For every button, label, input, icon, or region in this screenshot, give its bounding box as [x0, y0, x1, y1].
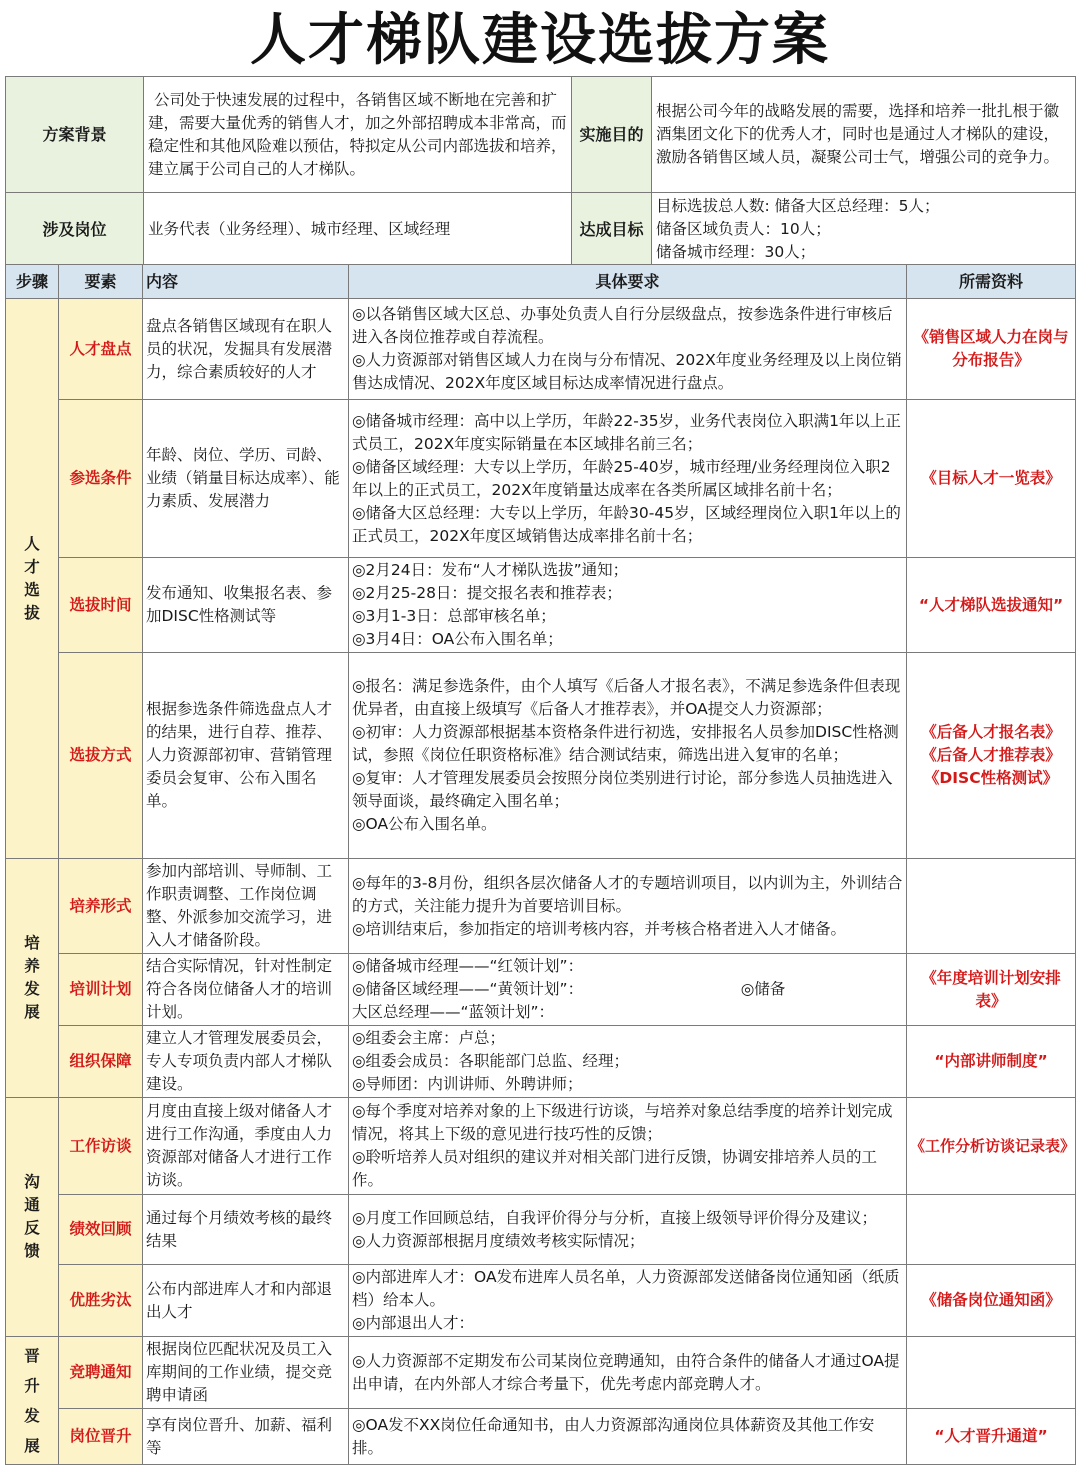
element-cell: 绩效回顾	[59, 1195, 143, 1265]
purpose-text: 根据公司今年的战略发展的需要，选择和培养一批扎根于徽酒集团文化下的优秀人才，同时也是通过人才梯队的建设，激励各销售区域人员，凝聚公司士气，增强公司的竞争力。	[652, 77, 1076, 193]
requirement-cell: ◎储备城市经理：高中以上学历，年龄22-35岁，业务代表岗位入职满1年以上正式员工，202X年度实际销量在本区域排名前三名； ◎储备区域经理：大专以上学历，年龄25-40岁，城市经理/业务经理岗位入职2年以上的正式员工，202X年度销量达成率在各类所属区域排名前十名； ◎储备大区总经理：大专以上学历，年龄30-45岁，区域经理岗位入职1年以上的正式员工，202X年度区域销售达成率排名前十名；	[349, 400, 907, 558]
goal-text	[652, 193, 1076, 267]
background-label: 方案背景	[6, 77, 144, 193]
content-cell: 通过每个月绩效考核的最终结果	[143, 1195, 349, 1265]
element-cell: 培训计划	[59, 954, 143, 1026]
requirement-cell: ◎组委会主席：卢总； ◎组委会成员：各职能部门总监、经理； ◎导师团：内训讲师、外聘讲师；	[349, 1026, 907, 1098]
requirement-cell: ◎OA发不XX岗位任命通知书，由人力资源部沟通岗位具体薪资及其他工作安排。	[349, 1409, 907, 1465]
requirement-cell: ◎储备城市经理——“红领计划”： ◎储备区域经理——“黄领计划”： ◎储备 大区总经理——“蓝领计划”：	[349, 954, 907, 1026]
element-cell: 工作访谈	[59, 1098, 143, 1195]
step-training-development: 培 养 发 展	[6, 859, 59, 1098]
materials-cell: 《目标人才一览表》	[907, 400, 1076, 558]
element-cell: 人才盘点	[59, 299, 143, 400]
element-cell: 选拔时间	[59, 558, 143, 653]
requirement-cell: ◎每个季度对培养对象的上下级进行访谈，与培养对象总结季度的培养计划完成情况，将其上下级的意见进行技巧性的反馈； ◎聆听培养人员对组织的建议并对相关部门进行反馈，协调安排培养人员的工作。	[349, 1098, 907, 1195]
requirement-cell: ◎报名：满足参选条件，由个人填写《后备人才报名表》，不满足参选条件但表现优异者，由直接上级填写《后备人才推荐表》，并OA提交人力资源部； ◎初审：人力资源部根据基本资格条件进行初选，安排报名人员参加DISC性格测试，参照《岗位任职资格标准》结合测试结束，筛选出进入复审的名单； ◎复审：人才管理发展委员会按照分岗位类别进行讨论，部分参选人员抽选进入领导面谈，最终确定入围名单； ◎OA公布入围名单。	[349, 653, 907, 859]
step-talent-selection: 人 才 选 拔	[6, 299, 59, 859]
page-title: 人才梯队建设选拔方案	[250, 8, 830, 73]
purpose-label: 实施目的	[572, 77, 652, 193]
background-text: 公司处于快速发展的过程中，各销售区域不断地在完善和扩建，需要大量优秀的销售人才，加之外部招聘成本非常高，而稳定性和其他风险难以预估，特拟定从公司内部选拔和培养，建立属于公司自己的人才梯队。	[144, 77, 572, 193]
requirement-cell: ◎2月24日：发布“人才梯队选拔”通知； ◎2月25-28日：提交报名表和推荐表； ◎3月1-3日：总部审核名单； ◎3月4日：OA公布入围名单；	[349, 558, 907, 653]
element-cell: 选拔方式	[59, 653, 143, 859]
content-cell: 参加内部培训、导师制、工作职责调整、工作岗位调整、外派参加交流学习，进入人才储备阶段。	[143, 859, 349, 954]
content-cell: 年龄、岗位、学历、司龄、业绩（销量目标达成率）、能力素质、发展潜力	[143, 400, 349, 558]
element-cell: 培养形式	[59, 859, 143, 954]
materials-cell: 《工作分析访谈记录表》	[907, 1098, 1076, 1195]
element-cell: 组织保障	[59, 1026, 143, 1098]
content-cell: 月度由直接上级对储备人才进行工作沟通，季度由人力资源部对储备人才进行工作访谈。	[143, 1098, 349, 1195]
element-cell: 参选条件	[59, 400, 143, 558]
header-element: 要素	[59, 265, 143, 299]
content-cell: 建立人才管理发展委员会，专人专项负责内部人才梯队建设。	[143, 1026, 349, 1098]
element-cell: 竞聘通知	[59, 1337, 143, 1409]
materials-cell: 《后备人才报名表》 《后备人才推荐表》 《DISC性格测试》	[907, 653, 1076, 859]
step-communication-feedback: 沟 通 反 馈	[6, 1098, 59, 1337]
content-cell: 享有岗位晋升、加薪、福利等	[143, 1409, 349, 1465]
header-materials: 所需资料	[907, 265, 1076, 299]
goal-line: 储备城市经理：30人；	[656, 243, 816, 261]
materials-cell: 《储备岗位通知函》	[907, 1265, 1076, 1337]
materials-cell: 《年度培训计划安排表》	[907, 954, 1076, 1026]
requirement-cell: ◎月度工作回顾总结，自我评价得分与分析，直接上级领导评价得分及建议； ◎人力资源部根据月度绩效考核实际情况；	[349, 1195, 907, 1265]
plan-table	[5, 264, 1076, 1465]
materials-cell	[907, 1337, 1076, 1409]
header-requirement: 具体要求	[349, 265, 907, 299]
requirement-cell: ◎每年的3-8月份，组织各层次储备人才的专题培训项目，以内训为主，外训结合的方式，关注能力提升为首要培训目标。 ◎培训结束后，参加指定的培训考核内容，并考核合格者进入人才储备。	[349, 859, 907, 954]
materials-cell	[907, 859, 1076, 954]
content-cell: 结合实际情况，针对性制定符合各岗位储备人才的培训计划。	[143, 954, 349, 1026]
content-cell: 发布通知、收集报名表、参加DISC性格测试等	[143, 558, 349, 653]
requirement-cell: ◎人力资源部不定期发布公司某岗位竞聘通知，由符合条件的储备人才通过OA提出申请，在内外部人才综合考量下，优先考虑内部竞聘人才。	[349, 1337, 907, 1409]
positions-text: 业务代表（业务经理）、城市经理、区域经理	[144, 193, 572, 267]
materials-cell: “内部讲师制度”	[907, 1026, 1076, 1098]
element-cell: 优胜劣汰	[59, 1265, 143, 1337]
header-step: 步骤	[6, 265, 59, 299]
requirement-cell: ◎以各销售区域大区总、办事处负责人自行分层级盘点，按参选条件进行审核后进入各岗位推荐或自荐流程。 ◎人力资源部对销售区域人力在岗与分布情况、202X年度业务经理及以上岗位销售达成情况、202X年度区域目标达成率情况进行盘点。	[349, 299, 907, 400]
materials-cell: “人才晋升通道”	[907, 1409, 1076, 1465]
content-cell: 根据参选条件筛选盘点人才的结果，进行自荐、推荐、人力资源部初审、营销管理委员会复审、公布入围名单。	[143, 653, 349, 859]
content-cell: 根据岗位匹配状况及员工入库期间的工作业绩，提交竞聘申请函	[143, 1337, 349, 1409]
header-content: 内容	[143, 265, 349, 299]
step-promotion-development: 晋 升 发 展	[6, 1337, 59, 1465]
materials-cell	[907, 1195, 1076, 1265]
element-cell: 岗位晋升	[59, 1409, 143, 1465]
goal-line: 目标选拔总人数: 储备大区总经理：5人；	[656, 197, 940, 215]
goal-line: 储备区域负责人：10人；	[656, 220, 831, 238]
requirement-cell: ◎内部进库人才：OA发布进库人员名单，人力资源部发送储备岗位通知函（纸质档）给本人。 ◎内部退出人才：	[349, 1265, 907, 1337]
goal-label: 达成目标	[572, 193, 652, 267]
content-cell: 公布内部进库人才和内部退出人才	[143, 1265, 349, 1337]
positions-label: 涉及岗位	[6, 193, 144, 267]
info-table	[5, 76, 1076, 267]
materials-cell: 《销售区域人力在岗与分布报告》	[907, 299, 1076, 400]
content-cell: 盘点各销售区域现有在职人员的状况，发掘具有发展潜力，综合素质较好的人才	[143, 299, 349, 400]
materials-cell: “人才梯队选拔通知”	[907, 558, 1076, 653]
